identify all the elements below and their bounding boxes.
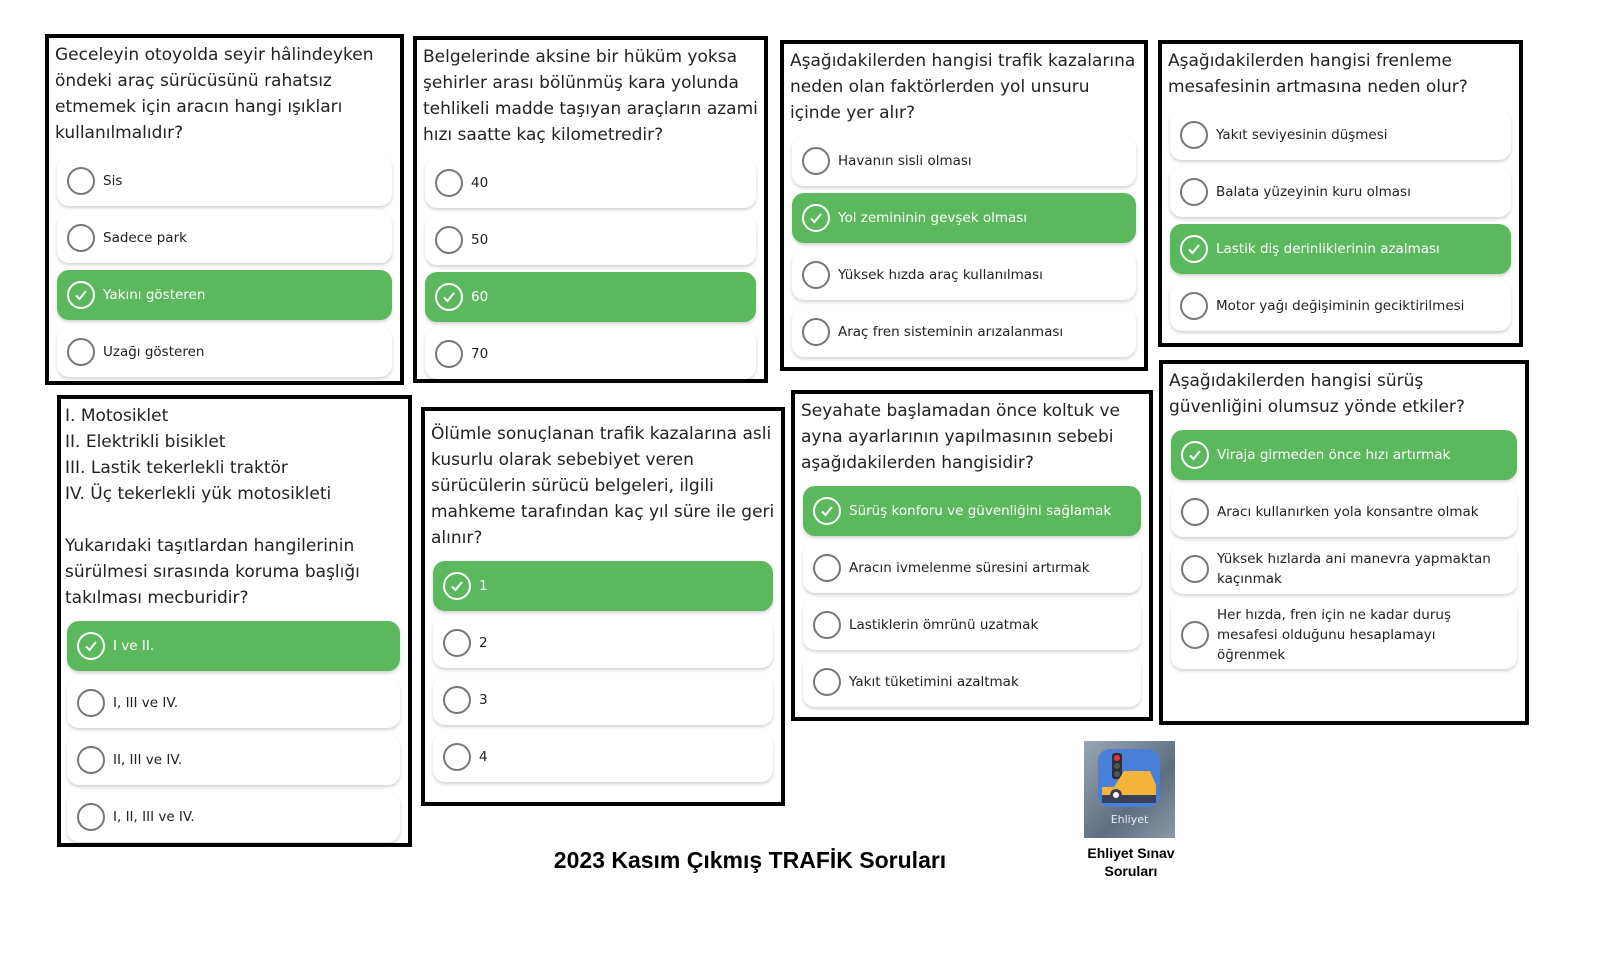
question-card [57, 395, 412, 847]
answer-option[interactable] [57, 156, 392, 206]
option-label: Yüksek hızda araç kullanılması [838, 267, 1043, 283]
answer-option[interactable] [792, 250, 1136, 300]
question-text: Aşağıdakilerden hangisi frenleme mesafesinin artmasına neden olur? [1168, 51, 1468, 97]
option-label: Balata yüzeyinin kuru olması [1216, 184, 1411, 200]
answer-option[interactable] [803, 543, 1141, 593]
answer-option[interactable] [425, 158, 756, 208]
question-card [1159, 360, 1529, 725]
options-list [790, 136, 1138, 357]
radio-circle-icon [802, 261, 830, 289]
answer-option[interactable] [1171, 544, 1517, 594]
radio-circle-icon [1181, 621, 1209, 649]
option-label: Aracı kullanırken yola konsantre olmak [1217, 504, 1479, 520]
question-card [791, 390, 1153, 721]
options-list [1169, 430, 1519, 669]
answer-option[interactable] [792, 136, 1136, 186]
option-label: 50 [471, 232, 489, 248]
option-label: Yakını gösteren [103, 287, 206, 303]
answer-option-correct[interactable] [1170, 224, 1511, 274]
question-text: Aşağıdakilerden hangisi trafik kazalarına neden olan faktörlerden yol unsuru içinde yer alır? [790, 51, 1136, 123]
answer-option-correct[interactable] [425, 272, 756, 322]
option-label: I ve II. [113, 638, 155, 654]
answer-option[interactable] [803, 657, 1141, 707]
check-circle-icon [813, 497, 841, 525]
answer-option[interactable] [67, 678, 400, 728]
option-label: Lastiklerin ömrünü uzatmak [849, 617, 1039, 633]
option-label: 3 [479, 692, 488, 708]
option-label: Yüksek hızlarda ani manevra yapmaktan kaçınmak [1217, 551, 1491, 587]
option-label: I, II, III ve IV. [113, 809, 195, 825]
options-list [65, 621, 402, 842]
option-label: Her hızda, fren için ne kadar duruş mesafesi olduğunu hesaplamayı öğrenmek [1217, 607, 1452, 663]
question-text: Aşağıdakilerden hangisi sürüş güvenliğini olumsuz yönde etkiler? [1169, 371, 1465, 417]
radio-circle-icon [443, 743, 471, 771]
answer-option-correct[interactable] [803, 486, 1141, 536]
option-label: Motor yağı değişiminin geciktirilmesi [1216, 298, 1465, 314]
radio-circle-icon [443, 629, 471, 657]
question-card [45, 34, 404, 385]
answer-option[interactable] [1170, 167, 1511, 217]
question-card [421, 407, 785, 806]
answer-option[interactable] [433, 618, 773, 668]
options-list [1168, 110, 1513, 331]
radio-circle-icon [77, 803, 105, 831]
option-label: II, III ve IV. [113, 752, 183, 768]
answer-option[interactable] [67, 792, 400, 842]
question-text: Seyahate başlamadan önce koltuk ve ayna ayarlarının yapılmasının sebebi aşağıdakilerden hangisidir? [801, 401, 1120, 473]
option-label: Sadece park [103, 230, 187, 246]
radio-circle-icon [435, 226, 463, 254]
question-card [1158, 40, 1523, 347]
answer-option-correct[interactable] [67, 621, 400, 671]
app-icon-label: Ehliyet [1110, 813, 1149, 826]
answer-option[interactable] [1170, 110, 1511, 160]
answer-option[interactable] [803, 600, 1141, 650]
option-label: 1 [479, 578, 488, 594]
radio-circle-icon [813, 668, 841, 696]
options-list [423, 158, 758, 379]
answer-option[interactable] [67, 735, 400, 785]
option-label: Araç fren sisteminin arızalanması [838, 324, 1064, 340]
question-card [413, 36, 768, 383]
answer-option-correct[interactable] [57, 270, 392, 320]
radio-circle-icon [1180, 121, 1208, 149]
option-label: I, III ve IV. [113, 695, 179, 711]
answer-option[interactable] [57, 213, 392, 263]
question-text: Ölümle sonuçlanan trafik kazalarına asli kusurlu olarak sebebiyet veren sürücülerin sürücü belgeleri, ilgili mahkeme tarafından kaç yıl süre ile geri alınır? [431, 424, 775, 548]
check-circle-icon [1180, 235, 1208, 263]
page-title: 2023 Kasım Çıkmış TRAFİK Soruları [553, 847, 947, 873]
radio-circle-icon [802, 147, 830, 175]
radio-circle-icon [802, 318, 830, 346]
answer-option[interactable] [57, 327, 392, 377]
answer-option[interactable] [425, 329, 756, 379]
answer-option[interactable] [1171, 487, 1517, 537]
app-name: Ehliyet Sınav Soruları [1087, 845, 1175, 879]
answer-option[interactable] [1171, 601, 1517, 669]
option-label: Yakıt seviyesinin düşmesi [1216, 127, 1388, 143]
check-circle-icon [802, 204, 830, 232]
radio-circle-icon [435, 169, 463, 197]
option-label: 70 [471, 346, 489, 362]
check-circle-icon [435, 283, 463, 311]
answer-option-correct[interactable] [1171, 430, 1517, 480]
options-list [55, 156, 394, 377]
radio-circle-icon [77, 689, 105, 717]
option-label: Uzağı gösteren [103, 344, 205, 360]
radio-circle-icon [813, 611, 841, 639]
question-text: I. Motosiklet II. Elektrikli bisiklet III. Lastik tekerlekli traktör IV. Üç tekerlekli yük motosikleti Yukarıdaki taşıtlardan hangilerinin sürülmesi sırasında koruma başlığı takılması mecburidir? [65, 406, 360, 608]
answer-option[interactable] [425, 215, 756, 265]
check-circle-icon [1181, 441, 1209, 469]
option-label: Aracın ivmelenme süresini artırmak [849, 560, 1090, 576]
radio-circle-icon [77, 746, 105, 774]
answer-option-correct[interactable] [792, 193, 1136, 243]
answer-option[interactable] [1170, 281, 1511, 331]
option-label: Yol zemininin gevşek olması [838, 210, 1028, 226]
option-label: 2 [479, 635, 488, 651]
answer-option[interactable] [433, 732, 773, 782]
option-label: 40 [471, 175, 489, 191]
option-label: Lastik diş derinliklerinin azalması [1216, 241, 1440, 257]
app-icon[interactable] [1084, 741, 1175, 838]
radio-circle-icon [435, 340, 463, 368]
radio-circle-icon [1180, 292, 1208, 320]
question-card [780, 40, 1148, 371]
radio-circle-icon [813, 554, 841, 582]
option-label: Sürüş konforu ve güvenliğini sağlamak [849, 503, 1112, 519]
option-label: Havanın sisli olması [838, 153, 972, 169]
option-label: 60 [471, 289, 489, 305]
check-circle-icon [67, 281, 95, 309]
radio-circle-icon [443, 686, 471, 714]
check-circle-icon [443, 572, 471, 600]
option-label: 4 [479, 749, 488, 765]
options-list [801, 486, 1143, 707]
radio-circle-icon [1180, 178, 1208, 206]
radio-circle-icon [1181, 498, 1209, 526]
answer-option-correct[interactable] [433, 561, 773, 611]
radio-circle-icon [67, 338, 95, 366]
check-circle-icon [77, 632, 105, 660]
answer-option[interactable] [792, 307, 1136, 357]
option-label: Yakıt tüketimini azaltmak [849, 674, 1019, 690]
option-label: Viraja girmeden önce hızı artırmak [1217, 447, 1451, 463]
radio-circle-icon [67, 167, 95, 195]
answer-option[interactable] [433, 675, 773, 725]
options-list [431, 561, 775, 782]
option-label: Sis [103, 173, 123, 189]
radio-circle-icon [67, 224, 95, 252]
question-text: Geceleyin otoyolda seyir hâlindeyken öndeki araç sürücüsünü rahatsız etmemek için aracın hangi ışıkları kullanılmalıdır? [55, 45, 374, 143]
question-text: Belgelerinde aksine bir hüküm yoksa şehirler arası bölünmüş kara yolunda tehlikeli madde taşıyan araçların azami hızı saatte kaç kilometredir? [423, 47, 758, 145]
radio-circle-icon [1181, 555, 1209, 583]
